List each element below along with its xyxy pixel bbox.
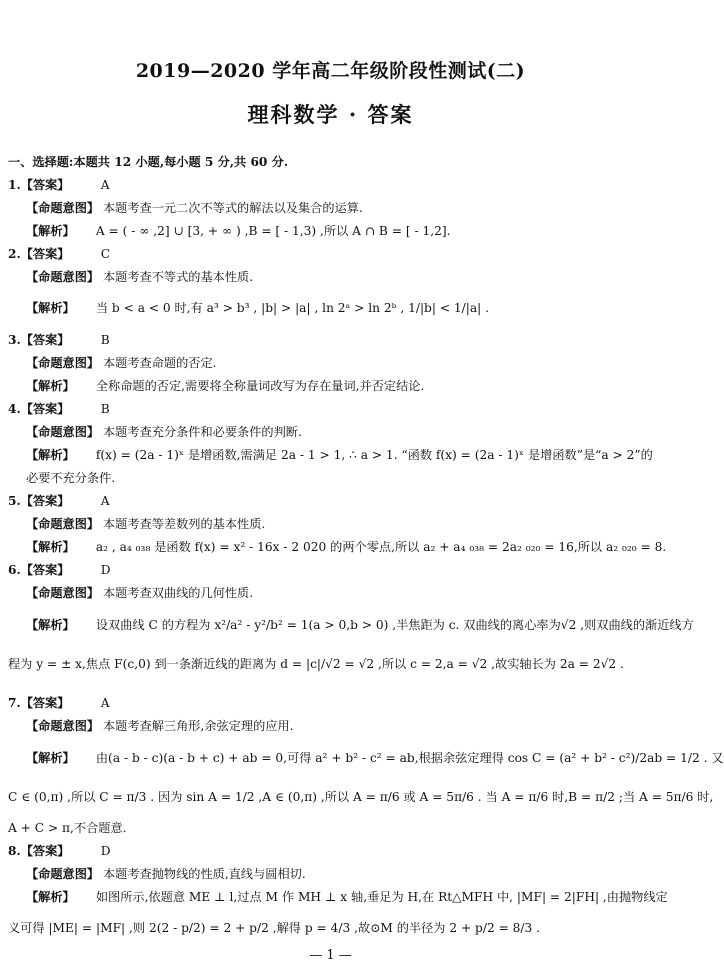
intent-text: 本题考查等差数列的基本性质. — [103, 517, 266, 531]
question-8-analysis — [26, 889, 668, 905]
intent-text: 本题考查不等式的基本性质. — [103, 270, 254, 284]
analysis-label: 【解析】 — [26, 379, 75, 393]
question-2-intent — [26, 269, 653, 285]
question-6-analysis — [26, 617, 694, 633]
analysis-label: 【解析】 — [26, 890, 75, 904]
answer-label: 【答案】 — [20, 563, 70, 577]
analysis-text: a₂ , a₄ ₀₃₈ 是函数 f(x) = x² - 16x - 2 020 的两个零点,所以 a₂ + a₄ ₀₃₈ = 2a₂ ₀₂₀ = 16,所以 a₂ ₀₂₀ = 8. — [95, 540, 667, 554]
intent-label: 【命题意图】 — [26, 356, 100, 370]
analysis-text: 全称命题的否定,需要将全称量词改写为存在量词,并否定结论. — [95, 379, 425, 393]
analysis-text: A = ( - ∞ ,2] ∪ [3, + ∞ ) ,B = [ - 1,3) ,所以 A ∩ B = [ - 1,2]. — [95, 224, 451, 238]
exam-subtitle: 理科数学 · 答案 — [247, 102, 414, 127]
answer-label: 【答案】 — [20, 178, 70, 192]
question-7-intent — [26, 718, 653, 734]
analysis-text: f(x) = (2a - 1)ˣ 是增函数,需满足 2a - 1 > 1, ∴ a > 1. “函数 f(x) = (2a - 1)ˣ 是增函数”是“a > 2”的 — [95, 448, 653, 462]
intent-text: 本题考查命题的否定. — [103, 356, 217, 370]
answer-label: 【答案】 — [20, 844, 70, 858]
question-7-analysis — [26, 750, 724, 766]
question-7-analysis-cont: C ∈ (0,π) ,所以 C = π/3 . 因为 sin A = 1/2 ,A ∈ (0,π) ,所以 A = π/6 或 A = 5π/6 . 当 A = π/6 时,B = π/2 ;当 A = 5π/6 时, — [8, 790, 714, 804]
answer-value: A — [100, 494, 110, 508]
question-8-answer — [8, 843, 653, 859]
page-number: — 1 — — [309, 948, 352, 963]
analysis-label: 【解析】 — [26, 540, 75, 554]
answer-label: 【答案】 — [20, 333, 70, 347]
question-6-intent — [26, 585, 653, 601]
intent-label: 【命题意图】 — [26, 586, 100, 600]
intent-text: 本题考查充分条件和必要条件的判断. — [103, 425, 302, 439]
answer-value: A — [100, 696, 110, 710]
intent-text: 本题考查双曲线的几何性质. — [103, 586, 254, 600]
answer-value: A — [100, 178, 110, 192]
answer-label: 【答案】 — [20, 696, 70, 710]
question-5-analysis — [26, 539, 667, 555]
intent-text: 本题考查解三角形,余弦定理的应用. — [103, 719, 294, 733]
exam-title: 2019—2020 学年高二年级阶段性测试(二) — [135, 60, 526, 82]
question-number: 8. — [8, 844, 21, 858]
question-6-analysis-cont: 程为 y = ± x,焦点 F(c,0) 到一条渐近线的距离为 d = |c|/√2 = √2 ,所以 c = 2,a = √2 ,故实轴长为 2a = 2√2 . — [8, 657, 624, 671]
analysis-label: 【解析】 — [26, 301, 75, 315]
analysis-text: 当 b < a < 0 时,有 a³ > b³ , |b| > |a| , ln 2ᵃ > ln 2ᵇ , 1/|b| < 1/|a| . — [95, 301, 489, 315]
question-6-answer — [8, 562, 653, 578]
question-1-answer — [8, 177, 653, 193]
answer-value: D — [100, 844, 111, 858]
question-number: 2. — [8, 247, 21, 261]
answer-label: 【答案】 — [20, 494, 70, 508]
analysis-text: 由(a - b - c)(a - b + c) + ab = 0,可得 a² + b² - c² = ab,根据余弦定理得 cos C = (a² + b² - c²)/2ab = 1/2 . 又 — [95, 751, 724, 765]
intent-label: 【命题意图】 — [26, 867, 100, 881]
question-7-analysis-cont-2: A + C > π,不合题意. — [8, 821, 127, 835]
question-1-analysis — [26, 223, 653, 239]
intent-text: 本题考查抛物线的性质,直线与圆相切. — [103, 867, 306, 881]
question-number: 6. — [8, 563, 21, 577]
intent-label: 【命题意图】 — [26, 425, 100, 439]
answer-label: 【答案】 — [20, 402, 70, 416]
question-7-answer — [8, 695, 653, 711]
intent-label: 【命题意图】 — [26, 517, 100, 531]
analysis-label: 【解析】 — [26, 751, 75, 765]
section-heading: 一、选择题:本题共 12 小题,每小题 5 分,共 60 分. — [8, 155, 289, 169]
question-5-answer — [8, 493, 653, 509]
question-2-analysis — [26, 300, 653, 316]
intent-label: 【命题意图】 — [26, 719, 100, 733]
analysis-text: 如图所示,依题意 ME ⊥ l,过点 M 作 MH ⊥ x 轴,垂足为 H,在 Rt△MFH 中, |MF| = 2|FH| ,由抛物线定 — [95, 890, 668, 904]
question-3-answer — [8, 332, 653, 348]
question-number: 5. — [8, 494, 21, 508]
question-4-answer — [8, 401, 653, 417]
question-8-analysis-cont: 义可得 |ME| = |MF| ,则 2(2 - p/2) = 2 + p/2 ,解得 p = 4/3 ,故⊙M 的半径为 2 + p/2 = 8/3 . — [8, 921, 541, 935]
question-4-analysis — [26, 447, 653, 463]
answer-value: C — [100, 247, 111, 261]
question-1-intent — [26, 200, 653, 216]
question-4-intent — [26, 424, 653, 440]
question-8-intent — [26, 866, 653, 882]
answer-label: 【答案】 — [20, 247, 70, 261]
answer-value: B — [100, 333, 110, 347]
analysis-text: 设双曲线 C 的方程为 x²/a² - y²/b² = 1(a > 0,b > 0) ,半焦距为 c. 双曲线的离心率为√2 ,则双曲线的渐近线方 — [95, 618, 694, 632]
intent-text: 本题考查一元二次不等式的解法以及集合的运算. — [103, 201, 363, 215]
question-number: 3. — [8, 333, 21, 347]
question-5-intent — [26, 516, 653, 532]
question-number: 1. — [8, 178, 21, 192]
intent-label: 【命题意图】 — [26, 201, 100, 215]
question-4-analysis-cont: 必要不充分条件. — [26, 471, 116, 485]
answer-value: B — [100, 402, 110, 416]
analysis-label: 【解析】 — [26, 224, 75, 238]
question-2-answer — [8, 246, 653, 262]
question-3-intent — [26, 355, 653, 371]
question-3-analysis — [26, 378, 653, 394]
analysis-label: 【解析】 — [26, 618, 75, 632]
intent-label: 【命题意图】 — [26, 270, 100, 284]
answer-value: D — [100, 563, 111, 577]
analysis-label: 【解析】 — [26, 448, 75, 462]
question-number: 7. — [8, 696, 21, 710]
question-number: 4. — [8, 402, 21, 416]
